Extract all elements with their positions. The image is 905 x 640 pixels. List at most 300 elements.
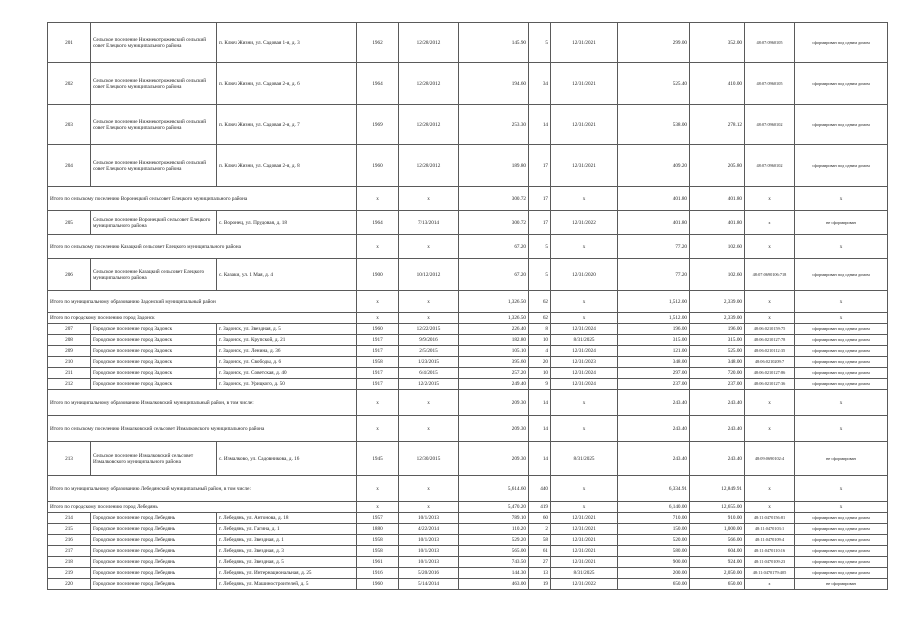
table-cell: 48:09:0690102:4: [745, 442, 795, 476]
table-cell: 789.10: [459, 513, 529, 524]
table-cell: 12/28/2012: [399, 145, 459, 187]
summary-cell: x: [795, 502, 888, 513]
table-cell: 1900: [357, 259, 399, 291]
table-cell: 410.00: [690, 63, 745, 105]
table-cell: 8/31/2025: [551, 335, 618, 346]
summary-cell: x: [357, 291, 399, 313]
summary-cell: Итого по сельскому поселению Измалковский сельсовет Измалковского муниципального района: [48, 416, 357, 442]
table-cell: Городское поселение город Задонск: [91, 335, 217, 346]
summary-cell: x: [795, 313, 888, 324]
table-cell: 48:06:0210127:78: [745, 335, 795, 346]
table-cell: 12/31/2021: [551, 546, 618, 557]
table-cell: сформирован под одним домом: [795, 63, 888, 105]
summary-cell: x: [745, 416, 795, 442]
table-cell: 212: [48, 379, 91, 390]
table-cell: 48:06:0210112:35: [745, 346, 795, 357]
table-cell: 401.80: [618, 211, 690, 235]
summary-cell: Итого по сельскому поселению Воронецкий сельсовет Елецкого муниципального района: [48, 187, 357, 211]
table-cell: 297.00: [618, 368, 690, 379]
table-cell: 12/31/2021: [551, 105, 618, 145]
table-cell: 215: [48, 524, 91, 535]
table-cell: 48:11:0470156:81: [745, 513, 795, 524]
table-cell: 189.80: [459, 145, 529, 187]
table-cell: 48:11:0470179:405: [745, 568, 795, 579]
summary-cell: 5,470.20: [459, 502, 529, 513]
table-cell: сформирован под одним домом: [795, 346, 888, 357]
table-cell: г. Задонск, ул. Звездная, д. 5: [217, 324, 357, 335]
table-row: [48, 324, 888, 335]
table-cell: 48:07:0960105: [745, 63, 795, 105]
table-cell: 253.30: [459, 105, 529, 145]
table-cell: 5/14/2014: [399, 579, 459, 590]
table-cell: 202: [48, 63, 91, 105]
table-row: [48, 546, 888, 557]
table-cell: 900.00: [618, 557, 690, 568]
table-row: [48, 105, 888, 145]
table-cell: г. Лебедянь, ул. Звездная, д. 5: [217, 557, 357, 568]
summary-cell: 5: [529, 235, 551, 259]
table-cell: 10/1/2013: [399, 535, 459, 546]
table-cell: 4/22/2014: [399, 524, 459, 535]
summary-cell: 401.80: [690, 187, 745, 211]
summary-cell: 17: [529, 187, 551, 211]
table-cell: 10/12/2012: [399, 259, 459, 291]
table-cell: п. Ключ Жизни, ул. Садовая 2-я, д. 8: [217, 145, 357, 187]
table-cell: сформирован под одним домом: [795, 368, 888, 379]
table-cell: 743.50: [459, 557, 529, 568]
table-cell: 213: [48, 442, 91, 476]
table-cell: 12/31/2021: [551, 524, 618, 535]
table-cell: 48:11:0470103:1: [745, 524, 795, 535]
table-cell: 12/28/2012: [399, 105, 459, 145]
table-cell: 12/31/2024: [551, 379, 618, 390]
table-cell: 77.20: [618, 259, 690, 291]
table-cell: 315.00: [618, 335, 690, 346]
table-cell: 48:06:0210159:75: [745, 324, 795, 335]
table-cell: 12/31/2021: [551, 557, 618, 568]
summary-cell: x: [745, 291, 795, 313]
table-cell: 243.40: [618, 442, 690, 476]
table-cell: 206: [48, 259, 91, 291]
table-cell: 12/31/2023: [551, 357, 618, 368]
summary-cell: 2,339.00: [690, 313, 745, 324]
table-cell: 604.00: [690, 546, 745, 557]
summary-cell: x: [357, 476, 399, 502]
table-cell: 10: [529, 335, 551, 346]
table-cell: сформирован под одним домом: [795, 259, 888, 291]
table-row: [48, 442, 888, 476]
table-cell: 4: [529, 346, 551, 357]
summary-cell: x: [551, 291, 618, 313]
table-cell: x: [745, 211, 795, 235]
table-cell: 566.00: [690, 535, 745, 546]
summary-cell: 209.30: [459, 416, 529, 442]
table-cell: г. Лебедянь, ул. Звездная, д. 3: [217, 546, 357, 557]
table-cell: 210: [48, 357, 91, 368]
table-row: [48, 579, 888, 590]
summary-cell: x: [745, 235, 795, 259]
table-cell: 278.12: [690, 105, 745, 145]
table-cell: 315.00: [690, 335, 745, 346]
summary-cell: Итого по муниципальному образованию Измалковский муниципальный район, в том числе:: [48, 390, 357, 416]
table-cell: 102.60: [690, 259, 745, 291]
table-row: [48, 211, 888, 235]
table-cell: 67.20: [459, 259, 529, 291]
summary-cell: 6,140.00: [618, 502, 690, 513]
table-cell: 352.00: [690, 23, 745, 63]
summary-cell: 12,655.00: [690, 502, 745, 513]
table-cell: 580.00: [618, 546, 690, 557]
table-cell: 463.00: [459, 579, 529, 590]
table-cell: 48:07:0690106:718: [745, 259, 795, 291]
table-cell: 12/28/2012: [399, 63, 459, 105]
table-cell: 48:11:0470110:16: [745, 546, 795, 557]
table-cell: г. Задонск, ул. Крупской, д. 21: [217, 335, 357, 346]
table-row: [48, 346, 888, 357]
table-cell: 1960: [357, 324, 399, 335]
table-cell: г. Задонск, ул. Урицкого, д. 50: [217, 379, 357, 390]
table-cell: 61: [529, 546, 551, 557]
summary-cell: x: [745, 390, 795, 416]
table-cell: 1964: [357, 63, 399, 105]
table-cell: 395.60: [459, 357, 529, 368]
summary-cell: 401.80: [618, 187, 690, 211]
table-cell: 121.00: [618, 346, 690, 357]
table-cell: 257.20: [459, 368, 529, 379]
table-cell: 48:07:0960102: [745, 105, 795, 145]
table-cell: 200.00: [618, 568, 690, 579]
table-cell: 348.00: [690, 357, 745, 368]
summary-cell: x: [357, 235, 399, 259]
summary-cell: x: [357, 502, 399, 513]
table-cell: Городское поселение город Лебедянь: [91, 546, 217, 557]
table-cell: сформирован под одним домом: [795, 535, 888, 546]
summary-cell: x: [551, 187, 618, 211]
summary-cell: x: [795, 390, 888, 416]
summary-cell: x: [795, 187, 888, 211]
summary-row: [48, 476, 888, 502]
summary-cell: x: [399, 502, 459, 513]
summary-cell: Итого по городскому поселению город Задонск: [48, 313, 357, 324]
table-cell: г. Лебедянь, ул. Гагина, д. 1: [217, 524, 357, 535]
table-cell: 1960: [357, 145, 399, 187]
summary-cell: x: [399, 187, 459, 211]
table-cell: 201: [48, 23, 91, 63]
table-cell: 203: [48, 105, 91, 145]
table-cell: 237.00: [618, 379, 690, 390]
table-cell: 1880: [357, 524, 399, 535]
table-cell: 2,050.00: [690, 568, 745, 579]
table-cell: сформирован под одним домом: [795, 546, 888, 557]
summary-row: [48, 416, 888, 442]
table-cell: Сельское поселение Нижнекотрожевский сельский совет Елецкого муниципального района: [91, 23, 217, 63]
table-cell: 48:07:0960102: [745, 145, 795, 187]
table-cell: г. Лебедянь, ул. Антонова, д. 18: [217, 513, 357, 524]
table-cell: 1917: [357, 368, 399, 379]
summary-cell: x: [551, 235, 618, 259]
table-cell: 720.00: [690, 368, 745, 379]
table-cell: 204: [48, 145, 91, 187]
table-cell: 401.80: [690, 211, 745, 235]
table-cell: 8/31/2025: [551, 568, 618, 579]
table-cell: 218: [48, 557, 91, 568]
table-cell: не сформирован: [795, 442, 888, 476]
table-cell: сформирован под одним домом: [795, 145, 888, 187]
summary-cell: 12,849.91: [690, 476, 745, 502]
table-cell: 1917: [357, 335, 399, 346]
table-cell: Городское поселение город Задонск: [91, 379, 217, 390]
table-cell: 205.80: [690, 145, 745, 187]
table-cell: 409.20: [618, 145, 690, 187]
table-cell: 208: [48, 335, 91, 346]
table-cell: 1916: [357, 568, 399, 579]
summary-cell: x: [745, 187, 795, 211]
table-cell: сформирован под одним домом: [795, 513, 888, 524]
table-cell: с. Казаки, ул. 1 Мая, д. 4: [217, 259, 357, 291]
summary-cell: x: [399, 291, 459, 313]
summary-cell: 77.20: [618, 235, 690, 259]
table-cell: 220: [48, 579, 91, 590]
table-row: [48, 568, 888, 579]
table-cell: 12/30/2015: [399, 442, 459, 476]
table-cell: Городское поселение город Лебедянь: [91, 524, 217, 535]
table-cell: сформирован под одним домом: [795, 105, 888, 145]
table-cell: сформирован под одним домом: [795, 335, 888, 346]
table-row: [48, 535, 888, 546]
table-cell: 7/13/2014: [399, 211, 459, 235]
table-cell: 110.20: [459, 524, 529, 535]
table-cell: 1917: [357, 346, 399, 357]
table-cell: 300.72: [459, 211, 529, 235]
table-cell: с. Воронец, ул. Прудовая, д. 18: [217, 211, 357, 235]
table-cell: 1945: [357, 442, 399, 476]
table-cell: 196.00: [618, 324, 690, 335]
summary-cell: x: [745, 313, 795, 324]
summary-cell: x: [357, 416, 399, 442]
table-cell: сформирован под одним домом: [795, 524, 888, 535]
table-cell: п. Ключ Жизни, ул. Садовая 2-я, д. 7: [217, 105, 357, 145]
table-row: [48, 524, 888, 535]
table-cell: 48:11:0470109:4: [745, 535, 795, 546]
table-cell: 60: [529, 513, 551, 524]
table-cell: 2: [529, 524, 551, 535]
table-cell: 27: [529, 557, 551, 568]
table-cell: Городское поселение город Задонск: [91, 368, 217, 379]
table-row: [48, 368, 888, 379]
table-cell: 105.10: [459, 346, 529, 357]
table-cell: 924.00: [690, 557, 745, 568]
table-cell: Сельское поселение Нижнекотрожевский сельский совет Елецкого муниципального района: [91, 63, 217, 105]
table-cell: 9: [529, 379, 551, 390]
table-cell: 1917: [357, 379, 399, 390]
summary-cell: x: [399, 416, 459, 442]
summary-row: [48, 291, 888, 313]
summary-row: [48, 235, 888, 259]
summary-cell: x: [399, 476, 459, 502]
table-cell: 1958: [357, 546, 399, 557]
summary-cell: x: [551, 313, 618, 324]
table-cell: 12/31/2021: [551, 535, 618, 546]
table-cell: 209.30: [459, 442, 529, 476]
table-cell: 144.30: [459, 568, 529, 579]
table-cell: г. Задонск, ул. Ленина, д. 36: [217, 346, 357, 357]
table-cell: 299.00: [618, 23, 690, 63]
summary-cell: 300.72: [459, 187, 529, 211]
summary-cell: 243.40: [690, 390, 745, 416]
table-cell: сформирован под одним домом: [795, 379, 888, 390]
table-cell: 1/23/2015: [399, 357, 459, 368]
summary-cell: 5,614.60: [459, 476, 529, 502]
table-cell: 8/31/2025: [551, 442, 618, 476]
summary-cell: 419: [529, 502, 551, 513]
table-cell: 1958: [357, 357, 399, 368]
table-cell: 1969: [357, 105, 399, 145]
table-cell: Сельское поселение Нижнекотрожевский сельский совет Елецкого муниципального района: [91, 145, 217, 187]
summary-cell: x: [357, 187, 399, 211]
summary-cell: 440: [529, 476, 551, 502]
summary-cell: x: [357, 313, 399, 324]
table-cell: 520.00: [618, 535, 690, 546]
table-cell: Сельское поселение Измалковский сельсовет Измалковского муниципального района: [91, 442, 217, 476]
summary-cell: x: [745, 502, 795, 513]
table-cell: сформирован под одним домом: [795, 357, 888, 368]
table-cell: 12/31/2021: [551, 513, 618, 524]
table-cell: 48:06:0210127:86: [745, 368, 795, 379]
table-cell: Сельское поселение Нижнекотрожевский сельский совет Елецкого муниципального района: [91, 105, 217, 145]
summary-cell: Итого по городскому поселению город Лебедянь: [48, 502, 357, 513]
summary-cell: 102.60: [690, 235, 745, 259]
table-row: [48, 259, 888, 291]
housing-register-table: [47, 22, 888, 590]
table-cell: 216: [48, 535, 91, 546]
table-cell: 13: [529, 568, 551, 579]
table-cell: сформирован под одним домом: [795, 324, 888, 335]
summary-row: [48, 187, 888, 211]
summary-cell: 1,326.50: [459, 291, 529, 313]
table-cell: 12/31/2021: [551, 145, 618, 187]
table-row: [48, 145, 888, 187]
table-cell: 211: [48, 368, 91, 379]
table-cell: с. Измалково, ул. Садовникова, д. 16: [217, 442, 357, 476]
table-cell: 1,000.00: [690, 524, 745, 535]
summary-cell: 67.20: [459, 235, 529, 259]
table-cell: Сельское поселение Казацкий сельсовет Елецкого муниципального района: [91, 259, 217, 291]
table-cell: 12/31/2022: [551, 579, 618, 590]
table-cell: 34: [529, 63, 551, 105]
table-cell: не сформирован: [795, 211, 888, 235]
table-cell: сформирован под одним домом: [795, 557, 888, 568]
table-cell: 249.40: [459, 379, 529, 390]
table-row: [48, 335, 888, 346]
summary-cell: x: [399, 313, 459, 324]
table-cell: 10: [529, 368, 551, 379]
table-cell: 14: [529, 105, 551, 145]
table-cell: 19: [529, 579, 551, 590]
table-cell: 12/22/2015: [399, 324, 459, 335]
table-cell: 194.60: [459, 63, 529, 105]
table-cell: 219: [48, 568, 91, 579]
summary-cell: 1,326.50: [459, 313, 529, 324]
table-cell: 12/2/2015: [399, 379, 459, 390]
table-cell: Городское поселение город Лебедянь: [91, 557, 217, 568]
table-cell: 217: [48, 546, 91, 557]
table-cell: 12/31/2021: [551, 63, 618, 105]
table-cell: 48:11:0470109:23: [745, 557, 795, 568]
summary-cell: 62: [529, 291, 551, 313]
table-row: [48, 513, 888, 524]
table-cell: п. Ключ Жизни, ул. Садовая 2-я, д. 6: [217, 63, 357, 105]
table-cell: 1958: [357, 535, 399, 546]
table-cell: Городское поселение город Лебедянь: [91, 568, 217, 579]
table-cell: 209: [48, 346, 91, 357]
table-cell: 12/31/2024: [551, 324, 618, 335]
table-cell: Городское поселение город Лебедянь: [91, 513, 217, 524]
table-cell: г. Лебедянь, ул. Машиностроителей, д. 5: [217, 579, 357, 590]
table-cell: 650.00: [690, 579, 745, 590]
table-row: [48, 557, 888, 568]
table-cell: 17: [529, 211, 551, 235]
table-cell: 2/5/2015: [399, 346, 459, 357]
table-cell: не сформирован: [795, 579, 888, 590]
table-cell: 12/31/2020: [551, 259, 618, 291]
table-cell: 12/31/2024: [551, 346, 618, 357]
table-cell: 205: [48, 211, 91, 235]
table-row: [48, 379, 888, 390]
summary-cell: 14: [529, 416, 551, 442]
summary-cell: x: [357, 390, 399, 416]
table-cell: 196.00: [690, 324, 745, 335]
table-cell: сформирован под одним домом: [795, 23, 888, 63]
table-cell: 10/1/2013: [399, 546, 459, 557]
table-row: [48, 63, 888, 105]
table-cell: 58: [529, 535, 551, 546]
table-cell: 14: [529, 442, 551, 476]
table-cell: г. Лебедянь, ул. Интернациональная, д. 25: [217, 568, 357, 579]
table-cell: 145.90: [459, 23, 529, 63]
summary-cell: 1,512.00: [618, 313, 690, 324]
table-cell: 243.40: [690, 442, 745, 476]
summary-cell: x: [745, 476, 795, 502]
table-cell: 565.00: [459, 546, 529, 557]
summary-row: [48, 313, 888, 324]
summary-cell: 243.40: [690, 416, 745, 442]
table-cell: 710.00: [618, 513, 690, 524]
table-cell: 8: [529, 324, 551, 335]
table-cell: 12/28/2012: [399, 23, 459, 63]
summary-cell: x: [795, 235, 888, 259]
table-cell: 910.00: [690, 513, 745, 524]
summary-cell: 243.40: [618, 390, 690, 416]
table-cell: x: [745, 579, 795, 590]
summary-cell: x: [795, 416, 888, 442]
table-cell: 48:06:0210127:36: [745, 379, 795, 390]
table-cell: 1964: [357, 211, 399, 235]
table-cell: 525.00: [690, 346, 745, 357]
table-cell: 150.00: [618, 524, 690, 535]
table-cell: г. Задонск, ул. Советская, д. 40: [217, 368, 357, 379]
summary-cell: 1,512.00: [618, 291, 690, 313]
table-cell: Городское поселение город Лебедянь: [91, 579, 217, 590]
table-cell: 48:07:0960105: [745, 23, 795, 63]
table-cell: Городское поселение город Задонск: [91, 357, 217, 368]
table-cell: 12/31/2021: [551, 23, 618, 63]
table-cell: Городское поселение город Задонск: [91, 346, 217, 357]
table-row: [48, 357, 888, 368]
table-cell: 237.00: [690, 379, 745, 390]
table-cell: 5: [529, 259, 551, 291]
summary-cell: x: [795, 291, 888, 313]
table-cell: 48:06:0210209:7: [745, 357, 795, 368]
